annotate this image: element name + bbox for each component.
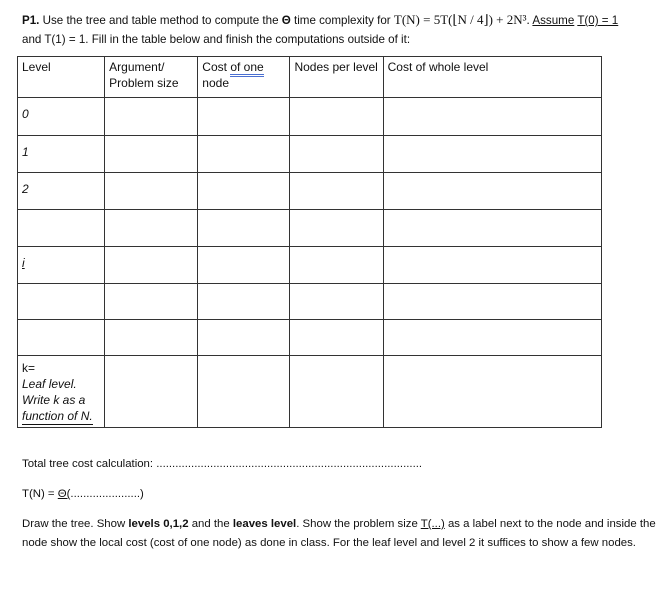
nodes-cell[interactable] (290, 173, 383, 210)
table-row (18, 284, 602, 320)
cost-cell[interactable] (198, 284, 290, 320)
header-cost-whole-level: Cost of whole level (383, 57, 601, 98)
cost-cell[interactable] (198, 98, 290, 136)
level-cell (18, 320, 105, 356)
argument-cell[interactable] (105, 356, 198, 428)
nodes-cell[interactable] (290, 210, 383, 247)
tn-close: ) (140, 488, 144, 500)
argument-cell[interactable] (105, 284, 198, 320)
t0-condition: T(0) = 1 (577, 14, 619, 27)
problem-label: P1. (22, 14, 40, 27)
level-cell (18, 284, 105, 320)
level-cell: 1 (18, 136, 105, 173)
table-row (18, 210, 602, 247)
argument-cell[interactable] (105, 98, 198, 136)
leaf-note-1: Leaf level. (22, 377, 77, 391)
level-cell: i (18, 247, 105, 284)
level-cell (18, 210, 105, 247)
argument-cell[interactable] (105, 210, 198, 247)
leaves-emphasis: leaves level (232, 518, 297, 530)
nodes-cell[interactable] (290, 284, 383, 320)
recurrence: T(N) = 5T(⌊N / 4⌋) + 2N³. (393, 12, 530, 27)
whole-cost-cell[interactable] (383, 98, 601, 136)
leaf-note-2: Write k as a (22, 393, 86, 407)
leaf-note-3: function of N. (22, 409, 93, 423)
header-row (18, 57, 602, 98)
leaf-level-cell (18, 356, 105, 428)
tn-blank[interactable]: ...................... (70, 488, 141, 500)
table-row (18, 247, 602, 284)
table-row (18, 173, 602, 210)
assume-word: Assume (532, 14, 575, 27)
problem-size-label: T(...) (420, 518, 445, 530)
tn-theta: Θ( (57, 488, 71, 500)
theta-symbol: Θ (281, 14, 291, 27)
header-argument: Argument/ Problem size (105, 57, 198, 98)
levels-emphasis: levels 0,1,2 (128, 518, 189, 530)
k-label: k= (22, 361, 36, 375)
level-cell: 0 (18, 98, 105, 136)
table-row (18, 136, 602, 173)
nodes-cell[interactable] (290, 320, 383, 356)
nodes-cell[interactable] (290, 356, 383, 428)
argument-cell[interactable] (105, 320, 198, 356)
cost-cell[interactable] (198, 210, 290, 247)
nodes-cell[interactable] (290, 98, 383, 136)
level-cell: 2 (18, 173, 105, 210)
whole-cost-cell[interactable] (383, 173, 601, 210)
argument-cell[interactable] (105, 173, 198, 210)
problem-text: Use the tree and table method to compute the (39, 14, 282, 27)
leaf-row (18, 356, 602, 428)
header-cost-one-node: Cost of one node (198, 57, 290, 98)
whole-cost-cell[interactable] (383, 136, 601, 173)
problem-statement (22, 10, 662, 49)
problem-text-2: time complexity for (290, 14, 394, 27)
cost-cell[interactable] (198, 247, 290, 284)
header-level: Level (18, 57, 105, 98)
whole-cost-cell[interactable] (383, 356, 601, 428)
whole-cost-cell[interactable] (383, 284, 601, 320)
whole-cost-cell[interactable] (383, 320, 601, 356)
table-row (18, 98, 602, 136)
table-row (18, 320, 602, 356)
cost-cell[interactable] (198, 173, 290, 210)
whole-cost-cell[interactable] (383, 210, 601, 247)
cost-cell[interactable] (198, 136, 290, 173)
cost-cell[interactable] (198, 356, 290, 428)
problem-line-1 (22, 10, 662, 30)
argument-cell[interactable] (105, 136, 198, 173)
argument-cell[interactable] (105, 247, 198, 284)
total-cost-line (22, 455, 662, 474)
tree-table (17, 56, 602, 428)
total-cost-label: Total tree cost calculation: (22, 458, 154, 470)
nodes-cell[interactable] (290, 136, 383, 173)
draw-instructions: Draw the tree. Show levels 0,1,2 and the leaves level. Show the problem size T(...) as a label next to the node and inside the node show the local cost (cost of one node) as done in class. For the leaf level and level 2 it suffices to show a few nodes. (22, 518, 656, 549)
header-nodes-per-level: Nodes per level (290, 57, 383, 98)
cost-cell[interactable] (198, 320, 290, 356)
tn-line (22, 485, 662, 504)
whole-cost-cell[interactable] (383, 247, 601, 284)
tn-prefix: T(N) = (22, 488, 58, 500)
nodes-cell[interactable] (290, 247, 383, 284)
problem-line-2: and T(1) = 1. Fill in the table below and finish the computations outside of it: (22, 33, 411, 46)
total-cost-blank[interactable]: .................................................................................... (156, 458, 423, 470)
